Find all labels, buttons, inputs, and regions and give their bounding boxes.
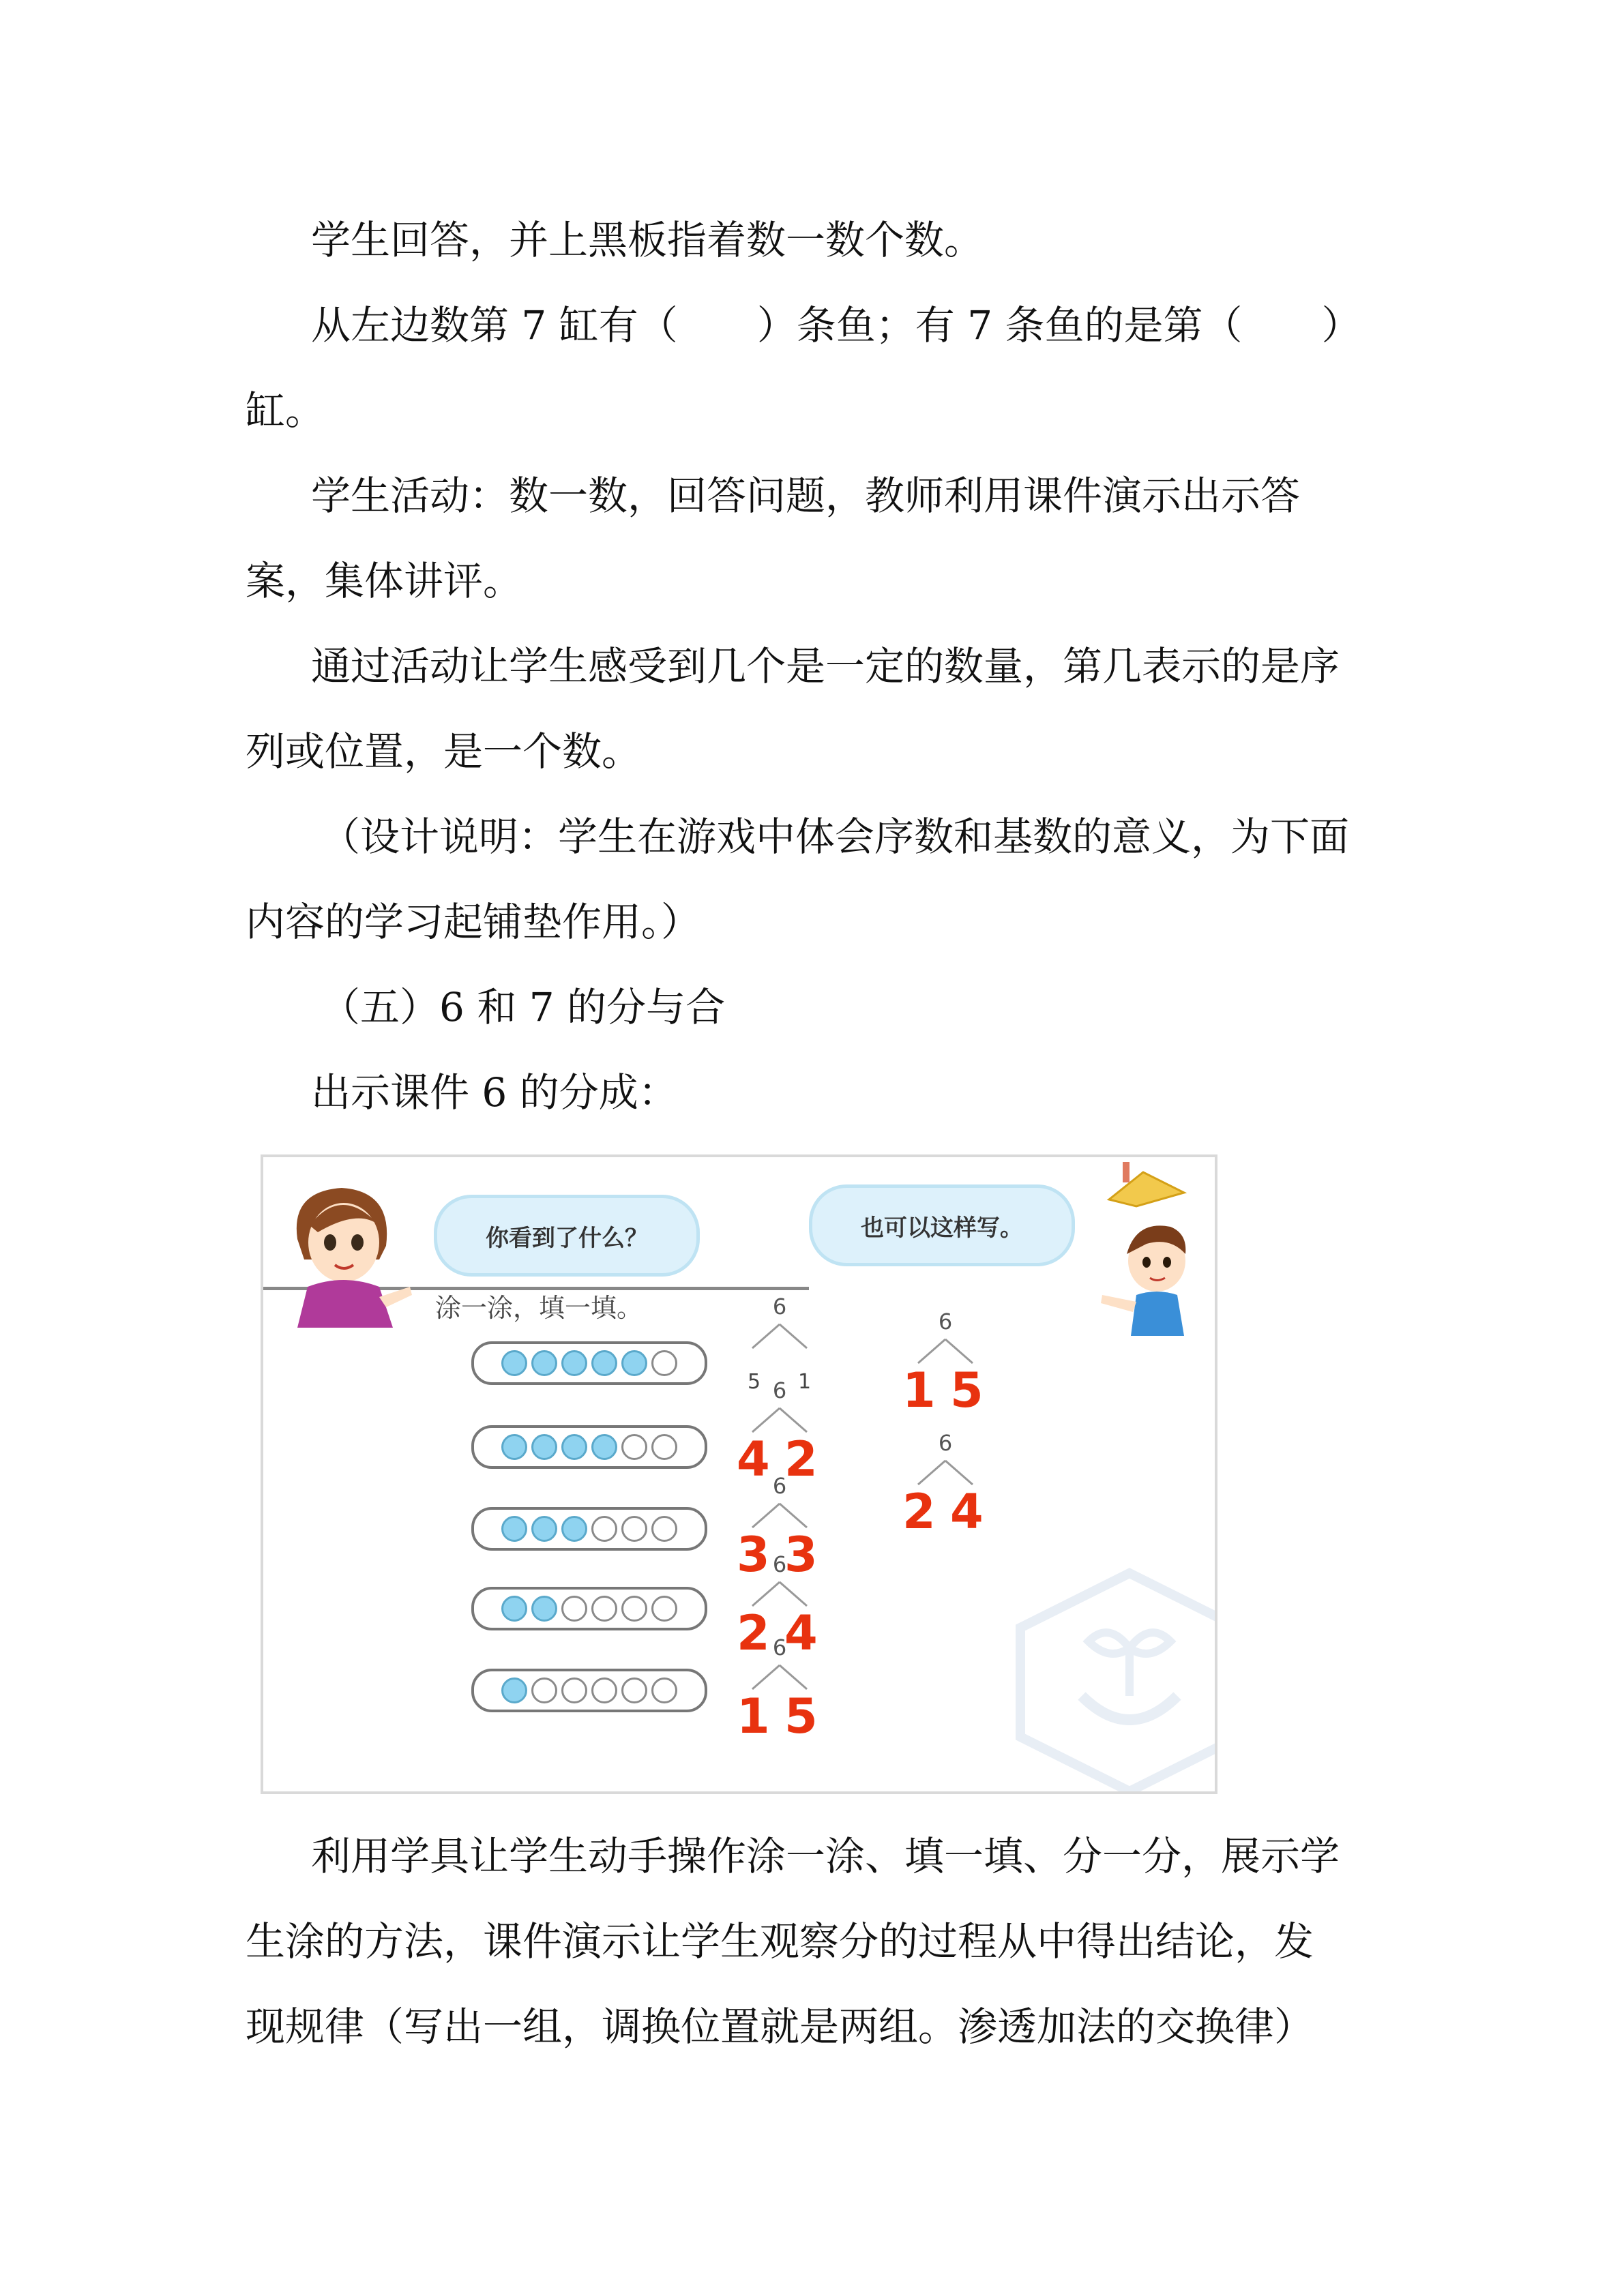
- empty-bead: [651, 1350, 677, 1376]
- instruction-text: 涂一涂，填一填。: [435, 1293, 643, 1323]
- bead-bar: [471, 1341, 707, 1385]
- text-line: 列或位置，是一个数。: [246, 728, 642, 775]
- text-line: 缸。: [246, 387, 325, 434]
- split-tree-alt: [901, 1430, 990, 1549]
- filled-bead: [501, 1678, 527, 1703]
- filled-bead: [531, 1434, 557, 1460]
- paragraph-5: [246, 794, 1378, 965]
- empty-bead: [591, 1516, 617, 1542]
- filled-bead: [531, 1596, 557, 1622]
- tree-right-part: 5: [784, 1688, 818, 1744]
- tree-total: 6: [772, 1635, 787, 1660]
- empty-bead: [621, 1434, 647, 1460]
- filled-bead: [561, 1516, 587, 1542]
- tree-total: 6: [772, 1551, 787, 1577]
- tree-left-part: 2: [737, 1605, 770, 1661]
- text-line: 利用学具让学生动手操作涂一涂、填一填、分一分，展示学: [311, 1833, 1340, 1879]
- girl-illustration: [277, 1178, 413, 1328]
- empty-bead: [561, 1596, 587, 1622]
- filled-bead: [501, 1516, 527, 1542]
- tree-right-part: 4: [950, 1484, 984, 1540]
- empty-bead: [621, 1596, 647, 1622]
- courseware-figure: [261, 1154, 1217, 1794]
- question-bubble: 你看到了什么？: [434, 1195, 700, 1277]
- tree-left-part: 4: [737, 1431, 770, 1487]
- text-line: 学生活动：数一数，回答问题，教师利用课件演示出示答: [311, 473, 1301, 519]
- empty-bead: [651, 1596, 677, 1622]
- filled-bead: [621, 1350, 647, 1376]
- tree-total: 6: [938, 1309, 953, 1335]
- filled-bead: [501, 1350, 527, 1376]
- section-heading: [246, 965, 1378, 1050]
- tree-left-part: 1: [902, 1362, 936, 1418]
- paragraph-3: [246, 453, 1378, 624]
- filled-bead: [531, 1350, 557, 1376]
- tree-left-part: 5: [748, 1370, 761, 1394]
- paragraph-2: [246, 283, 1378, 453]
- tree-right-part: 3: [784, 1527, 818, 1583]
- tree-left-part: 3: [737, 1527, 770, 1583]
- tree-total: 6: [772, 1294, 787, 1320]
- tree-total: 6: [772, 1377, 787, 1403]
- tree-right-part: 1: [798, 1370, 812, 1394]
- text-line: 出示课件 6 的分成：: [311, 1069, 678, 1116]
- filled-bead: [561, 1350, 587, 1376]
- text-line: 生涂的方法，课件演示让学生观察分的过程从中得出结论，发: [246, 1918, 1314, 1965]
- empty-bead: [591, 1678, 617, 1703]
- empty-bead: [651, 1516, 677, 1542]
- filled-bead: [501, 1596, 527, 1622]
- split-tree: [735, 1635, 824, 1754]
- filled-bead: [591, 1350, 617, 1376]
- empty-bead: [531, 1678, 557, 1703]
- tree-total: 6: [772, 1473, 787, 1499]
- tree-total: 6: [938, 1430, 953, 1456]
- text-line: （设计说明：学生在游戏中体会序数和基数的意义，为下面: [321, 814, 1350, 860]
- empty-bead: [621, 1516, 647, 1542]
- empty-bead: [591, 1596, 617, 1622]
- filled-bead: [531, 1516, 557, 1542]
- tree-left-part: 2: [902, 1484, 936, 1540]
- bead-bar: [471, 1587, 707, 1630]
- paragraph-7: [246, 1814, 1378, 2070]
- tree-right-part: 5: [950, 1362, 984, 1418]
- empty-bead: [561, 1678, 587, 1703]
- filled-bead: [591, 1434, 617, 1460]
- filled-bead: [561, 1434, 587, 1460]
- bead-bar: [471, 1425, 707, 1469]
- text-line: 现规律（写出一组，调换位置就是两组。渗透加法的交换律）: [246, 2003, 1314, 2050]
- watermark-logo: [1007, 1566, 1217, 1794]
- empty-bead: [621, 1678, 647, 1703]
- text-line: 从左边数第 7 缸有（ ）条鱼；有 7 条鱼的是第（ ）: [311, 302, 1361, 348]
- paragraph-1: [246, 198, 1378, 283]
- tree-right-part: 4: [784, 1605, 818, 1661]
- tree-left-part: 1: [737, 1688, 770, 1744]
- empty-bead: [651, 1678, 677, 1703]
- hint-bubble: 也可以这样写。: [809, 1184, 1075, 1266]
- text-line: （五）6 和 7 的分与合: [321, 984, 726, 1030]
- filled-bead: [501, 1434, 527, 1460]
- text-line: 案，集体讲评。: [246, 558, 523, 604]
- text-line: 内容的学习起铺垫作用。）: [246, 899, 701, 945]
- split-tree-alt: [901, 1309, 990, 1428]
- paragraph-4: [246, 624, 1378, 794]
- tree-right-part: 2: [784, 1431, 818, 1487]
- text-line: 学生回答，并上黑板指着数一数个数。: [311, 217, 984, 263]
- text-line: 通过活动让学生感受到几个是一定的数量，第几表示的是序: [311, 643, 1340, 689]
- paragraph-6: [246, 1050, 1378, 1135]
- boy-illustration: [1082, 1159, 1205, 1336]
- bead-bar: [471, 1507, 707, 1551]
- empty-bead: [651, 1434, 677, 1460]
- bead-bar: [471, 1669, 707, 1712]
